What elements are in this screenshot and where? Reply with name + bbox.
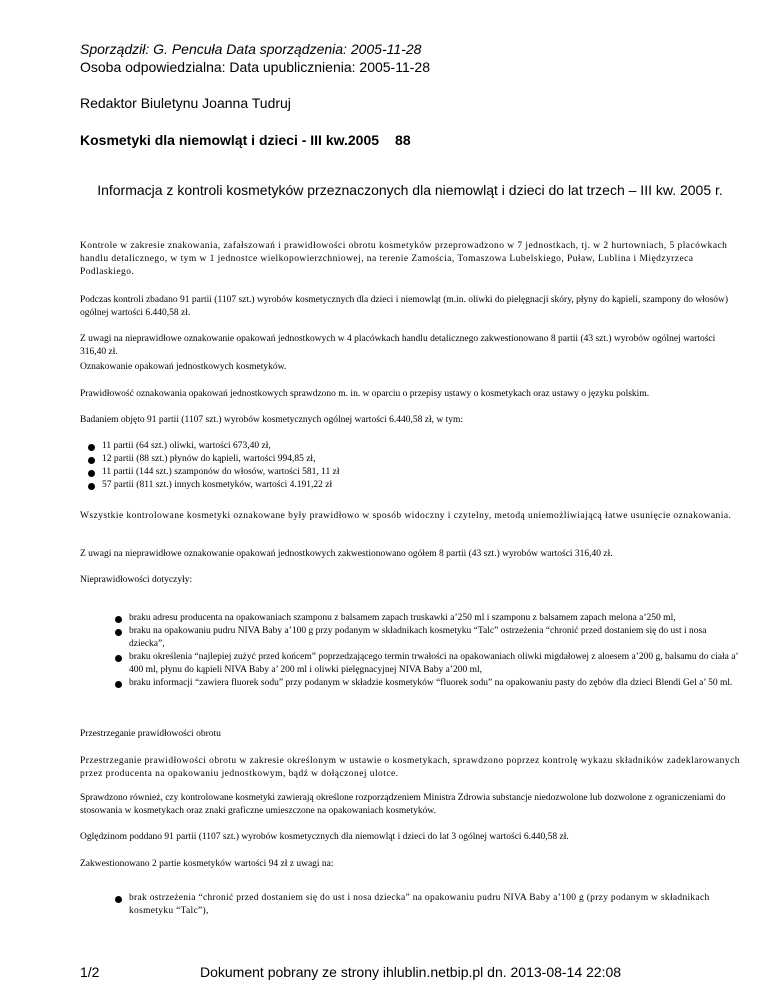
page-number: 1/2 bbox=[80, 964, 100, 980]
paragraph-labeling-ok: Wszystkie kontrolowane kosmetyki oznakowane były prawidłowo w sposób widoczny i czytelny, metodą uniemożliwiającą łatwe usunięcie oznakowania. bbox=[80, 511, 732, 521]
paragraph-inspection: Oględzinom poddano 91 partii (1107 szt.) wyrobów kosmetycznych dla niemowląt i dzieci do lat 3 ogólnej wartości 6.440,58 zł. bbox=[80, 832, 569, 842]
irregularities-list bbox=[115, 612, 740, 690]
prepared-by-line: Sporządził: G. Pencuła Data sporządzenia: 2005-11-28 bbox=[80, 41, 422, 57]
challenged-reasons-list bbox=[115, 892, 740, 918]
list-item: 57 partii (811 szt.) innych kosmetyków, wartości 4.191,22 zł bbox=[88, 479, 728, 492]
bullet-icon bbox=[115, 681, 122, 688]
paragraph-labeling-basis: Prawidłowość oznakowania opakowań jednostkowych sprawdzono m. in. w oparciu o przepisy ustawy o kosmetykach oraz ustawy o języku polskim. bbox=[80, 389, 650, 399]
list-item: brak ostrzeżenia “chronić przed dostaniem się do ust i nosa dziecka” na opakowaniu pudru NIVA Baby a’100 g (przy podanym w składnikach kosmetyku “Talc”), bbox=[115, 892, 740, 918]
bullet-icon bbox=[88, 470, 95, 477]
list-item: 11 partii (144 szt.) szamponów do włosów, wartości 581, 11 zł bbox=[88, 466, 728, 479]
download-source-note: Dokument pobrany ze strony ihlublin.netbip.pl dn. 2013-08-14 22:08 bbox=[200, 964, 622, 980]
bullet-icon bbox=[115, 896, 122, 903]
list-item: braku informacji “zawiera fluorek sodu” przy podanym w składzie kosmetyków “fluorek sodu” na opakowaniu pasty do zębów dla dzieci Blendi Gel a’ 50 ml. bbox=[115, 677, 740, 690]
bullet-icon bbox=[115, 629, 122, 636]
bullet-icon bbox=[115, 616, 122, 623]
paragraph-trade-check: Przestrzeganie prawidłowości obrotu w zakresie określonym w ustawie o kosmetykach, sprawdzono poprzez kontrolę wykazu składników zadeklarowanych przez producenta na opakowaniu jednostkowym, bądź w dołączonej ulotce. bbox=[80, 756, 740, 779]
document-number: 88 bbox=[395, 132, 411, 148]
document-title-text: Kosmetyki dla niemowląt i dzieci - III kw.2005 bbox=[80, 132, 380, 148]
bullet-icon bbox=[88, 444, 95, 451]
paragraph-scope-detail: Badaniem objęto 91 partii (1107 szt.) wyrobów kosmetycznych ogólnej wartości 6.440,58 zł, w tym: bbox=[80, 415, 464, 425]
responsible-person-line: Osoba odpowiedzialna: Data upublicznienia: 2005-11-28 bbox=[80, 59, 430, 75]
paragraph-challenged: Z uwagi na nieprawidłowe oznakowanie opakowań jednostkowych w 4 placówkach handlu detalicznego zakwestionowano 8 partii (43 szt.) wyrobów ogólnej wartości 316,40 zł. bbox=[80, 334, 716, 357]
paragraph-labeling-heading: Oznakowanie opakowań jednostkowych kosmetyków. bbox=[80, 362, 287, 372]
editor-line: Redaktor Biuletynu Joanna Tudruj bbox=[80, 95, 291, 111]
bullet-icon bbox=[88, 483, 95, 490]
paragraph-challenged-lots: Zakwestionowano 2 partie kosmetyków wartości 94 zł z uwagi na: bbox=[80, 859, 334, 869]
paragraph-scope: Kontrole w zakresie znakowania, zafałszowań i prawidłowości obrotu kosmetyków przeprowadzono w 7 jednostkach, tj. w 2 hurtowniach, 5 placówkach handlu detalicznego, w tym w 1 jednostce wielkopowierzchniowej, na terenie Zamościa, Tomaszowa Lubelskiego, Puław, Lublina i Międzyrzeca Podlaskiego. bbox=[80, 241, 728, 277]
bullet-icon bbox=[115, 655, 122, 662]
paragraph-irregularities-intro: Nieprawidłowości dotyczyły: bbox=[80, 575, 193, 585]
list-item: braku adresu producenta na opakowaniach szamponu z balsamem zapach truskawki a’250 ml i szamponu z balsamem zapach melona a’250 ml, bbox=[115, 612, 740, 625]
paragraph-total-challenged: Z uwagi na nieprawidłowe oznakowanie opakowań jednostkowych zakwestionowano ogółem 8 partii (43 szt.) wyrobów wartości 316,40 zł. bbox=[80, 549, 613, 559]
paragraph-trade-heading: Przestrzeganie prawidłowości obrotu bbox=[80, 729, 221, 739]
list-item: 11 partii (64 szt.) oliwki, wartości 673,40 zł, bbox=[88, 440, 728, 453]
list-item: braku określenia “najlepiej zużyć przed końcem” poprzedzającego termin trwałości na opakowaniach oliwki migdałowej z aloesem a’200 g, balsamu do ciała a’ 400 ml, płynu do kąpieli NIVA Baby a’ 200 ml i oliwki pielęgnacyjnej NIVA Baby a’200 ml, bbox=[115, 651, 740, 677]
product-breakdown-list bbox=[88, 440, 728, 492]
paragraph-samples: Podczas kontroli zbadano 91 partii (1107 szt.) wyrobów kosmetycznych dla dzieci i niemowląt (m.in. oliwki do pielęgnacji skóry, płyny do kąpieli, szampony do włosów) ogólnej wartości 6.440,58 zł. bbox=[80, 295, 729, 318]
list-item: braku na opakowaniu pudru NIVA Baby a’100 g przy podanym w składnikach kosmetyku “Talc” ostrzeżenia “chronić przed dostaniem się do ust i nosa dziecka”, bbox=[115, 625, 740, 651]
paragraph-substances-check: Sprawdzono również, czy kontrolowane kosmetyki zawierają określone rozporządzeniem Ministra Zdrowia substancje niedozwolone lub dozwolone z ograniczeniami do stosowania w kosmetykach oraz znaki graficzne umieszczone na opakowaniach kosmetyków. bbox=[80, 793, 726, 816]
bullet-icon bbox=[88, 457, 95, 464]
report-heading: Informacja z kontroli kosmetyków przeznaczonych dla niemowląt i dzieci do lat trzech – III kw. 2005 r. bbox=[97, 182, 723, 198]
document-title bbox=[80, 132, 411, 149]
list-item: 12 partii (88 szt.) płynów do kąpieli, wartości 994,85 zł, bbox=[88, 453, 728, 466]
